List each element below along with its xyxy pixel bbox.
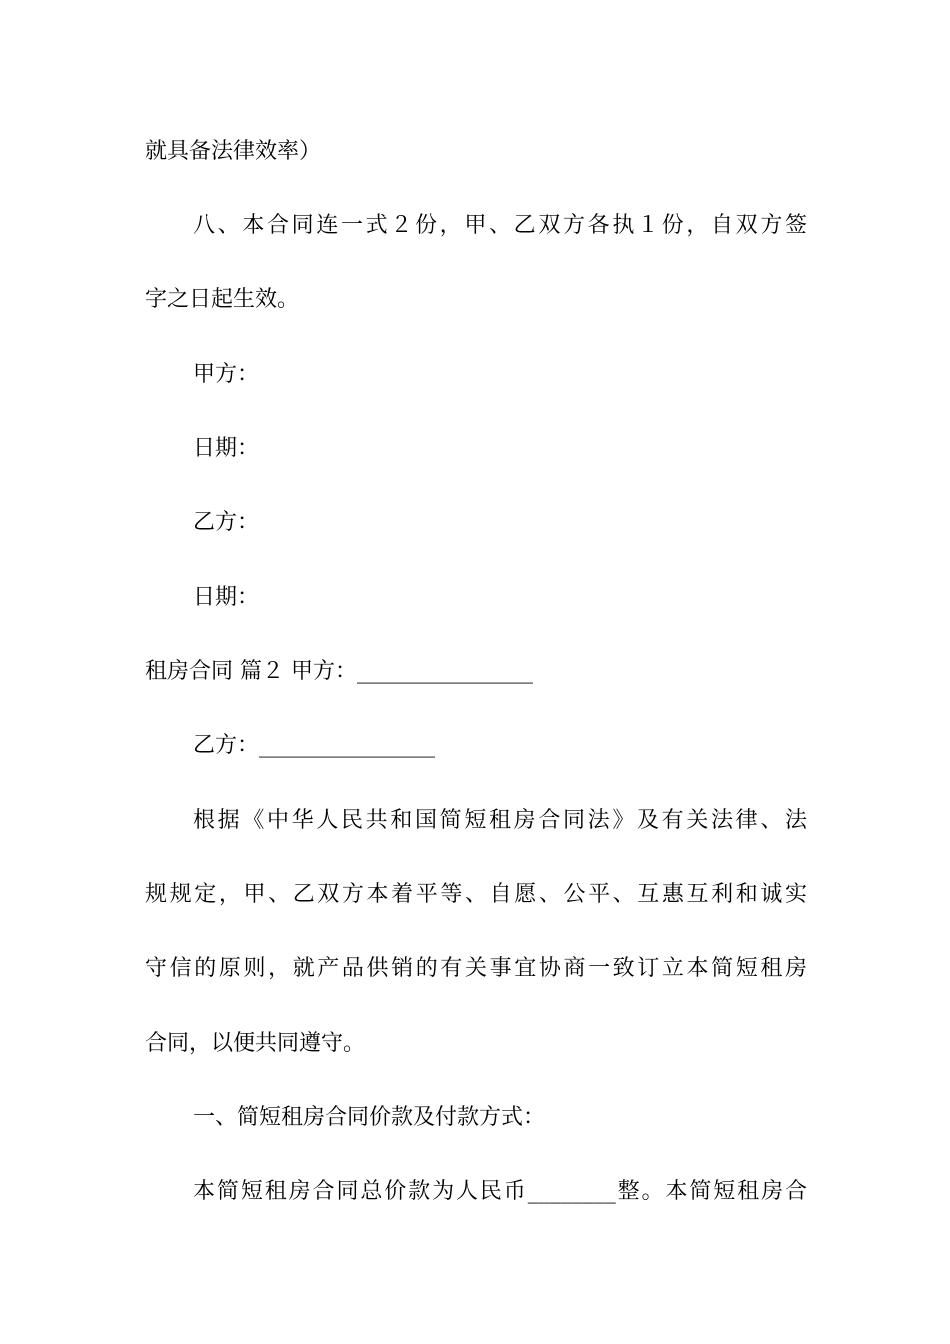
signature-label-date: 日期： [193,585,260,610]
text-line: 字之日起生效。 [145,287,300,312]
text-line: 合同，以便共同遵守。 [145,1031,366,1056]
clause-heading: 一、简短租房合同价款及付款方式： [193,1105,546,1130]
signature-label-date: 日期： [193,436,260,461]
text-line: 守信的原则，就产品供销的有关事宜协商一致订立本简短租房 [145,956,807,981]
signature-label-party-a: 甲方： [193,362,260,387]
signature-label-party-b: 乙方： [193,510,260,535]
text-line: 根据《中华人民共和国简短租房合同法》及有关法律、法 [193,808,807,833]
text-line: 就具备法律效率） [145,139,322,164]
text-line: 乙方：________________ [193,733,436,758]
text-line: 八、本合同连一式２份，甲、乙双方各执１份，自双方签 [193,213,807,238]
text-line: 规规定，甲、乙双方本着平等、自愿、公平、互惠互利和诚实 [145,882,807,907]
section-heading: 租房合同 篇２ 甲方：________________ [145,659,533,684]
text-line: 本简短租房合同总价款为人民币________整。本简短租房合 [193,1179,807,1204]
